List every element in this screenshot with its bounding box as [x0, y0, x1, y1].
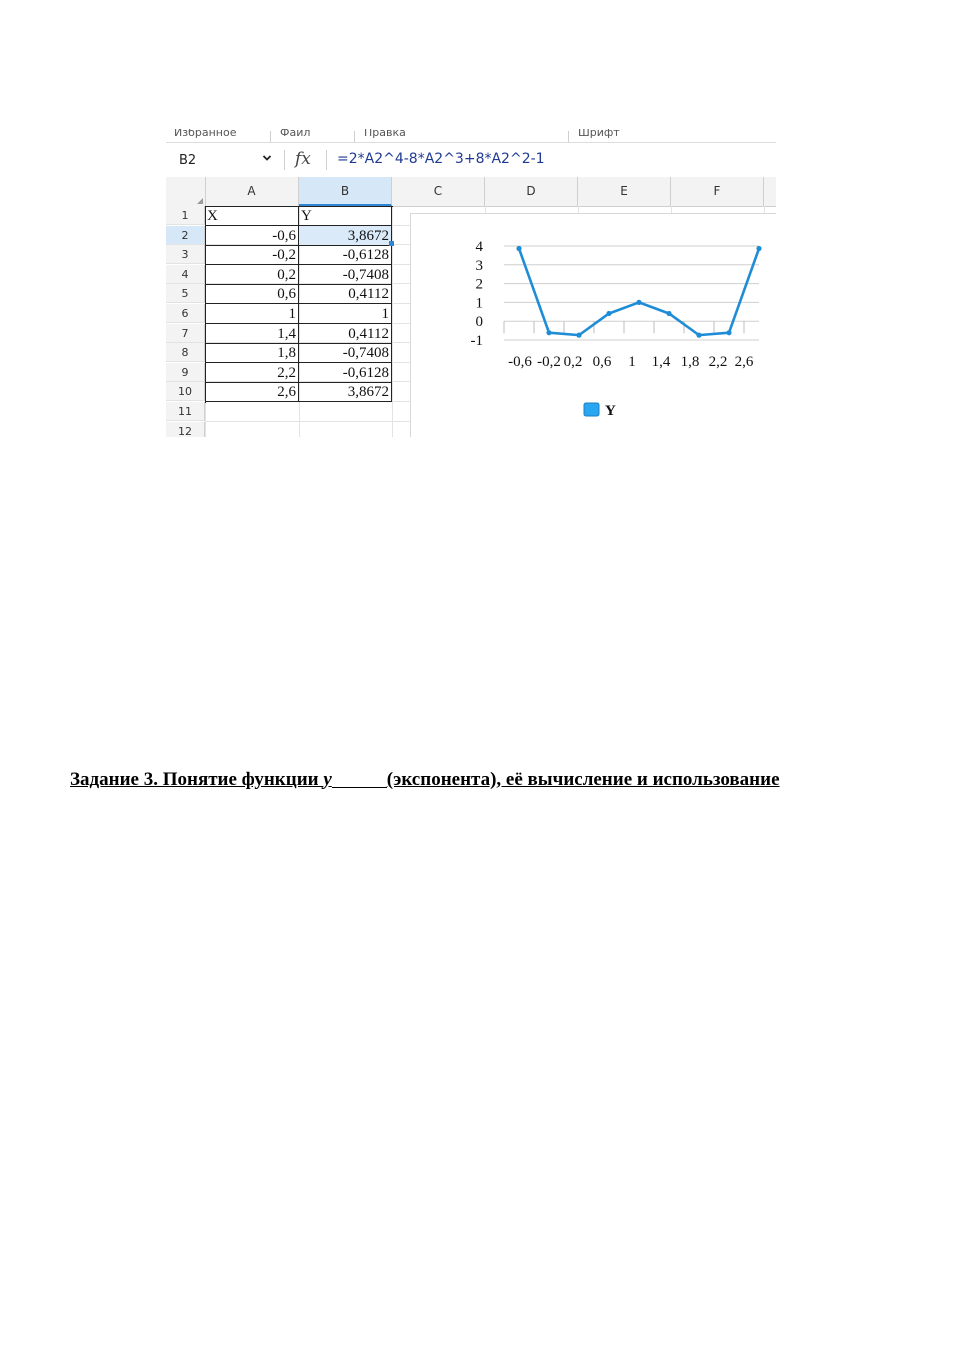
- x-tick-label: 1,4: [651, 354, 671, 370]
- cell-a10[interactable]: 2,6: [205, 382, 299, 402]
- column-header-b[interactable]: B: [299, 177, 392, 206]
- chart-canvas: [411, 214, 776, 437]
- row-header-5[interactable]: 5: [166, 284, 205, 303]
- row-header-10[interactable]: 10: [166, 382, 205, 401]
- ribbon-tab-favorites[interactable]: Избранное: [174, 129, 237, 139]
- ribbon-tab-font[interactable]: Шрифт: [578, 129, 620, 139]
- cell-b3[interactable]: -0,6128: [299, 245, 392, 265]
- y-tick-label: 3: [475, 257, 483, 274]
- row-header-2[interactable]: 2: [166, 226, 205, 245]
- cell-b5[interactable]: 0,4112: [299, 284, 392, 304]
- row-header-11[interactable]: 11: [166, 402, 205, 421]
- x-tick-label: 1: [628, 354, 636, 370]
- row-header-1[interactable]: 1: [166, 206, 205, 225]
- heading-blank: [332, 785, 387, 788]
- cell-a4[interactable]: 0,2: [205, 265, 299, 285]
- column-headers: [166, 177, 776, 207]
- data-point: [666, 311, 671, 316]
- cell-a2[interactable]: -0,6: [205, 226, 299, 246]
- column-header-f[interactable]: F: [671, 177, 764, 206]
- task-heading: [70, 769, 910, 791]
- formula-bar: [166, 143, 776, 178]
- heading-text-end: (экспонента), её вычисление и использование: [386, 769, 780, 790]
- ribbon-separator: [568, 131, 569, 142]
- cell-b2[interactable]: 3,8672: [299, 226, 392, 246]
- row-header-9[interactable]: 9: [166, 363, 205, 382]
- cell-b1[interactable]: Y: [299, 206, 392, 226]
- ribbon-tab-edit[interactable]: Правка: [364, 129, 406, 139]
- formula-input[interactable]: =2*A2^4-8*A2^3+8*A2^2-1: [337, 151, 545, 167]
- cell-b4[interactable]: -0,7408: [299, 265, 392, 285]
- x-tick-label: -0,6: [508, 354, 532, 370]
- ribbon-tab-file[interactable]: Файл: [280, 129, 311, 139]
- cell-b7[interactable]: 0,4112: [299, 324, 392, 344]
- fill-handle[interactable]: [389, 241, 394, 246]
- name-box-value: B2: [179, 153, 197, 168]
- y-tick-label: 2: [475, 276, 483, 293]
- cell-a9[interactable]: 2,2: [205, 363, 299, 383]
- x-tick-label: 2,2: [708, 354, 728, 370]
- x-tick-label: -0,2: [537, 354, 561, 370]
- legend-swatch: [584, 403, 599, 416]
- name-box[interactable]: [166, 147, 278, 173]
- formula-bar-separator: [326, 150, 327, 170]
- column-header-d[interactable]: D: [485, 177, 578, 206]
- row-header-12[interactable]: 12: [166, 422, 205, 437]
- chevron-down-icon[interactable]: [262, 153, 272, 163]
- svg-text:fx: fx: [295, 149, 311, 169]
- column-header-a[interactable]: A: [205, 177, 299, 206]
- row-header-6[interactable]: 6: [166, 304, 205, 323]
- ribbon-separator: [270, 131, 271, 142]
- x-tick-label: 1,8: [680, 354, 700, 370]
- spreadsheet-screenshot: [166, 129, 776, 437]
- y-tick-label: 1: [475, 295, 483, 312]
- row-header-4[interactable]: 4: [166, 265, 205, 284]
- legend-label: Y: [605, 403, 616, 419]
- series-line-y: [519, 248, 759, 335]
- data-point: [696, 333, 701, 338]
- line-chart[interactable]: [410, 213, 776, 437]
- function-fx-icon[interactable]: [294, 147, 316, 171]
- cell-b8[interactable]: -0,7408: [299, 343, 392, 363]
- cell-a6[interactable]: 1: [205, 304, 299, 324]
- heading-text-start: Задание 3. Понятие функции: [70, 769, 324, 790]
- row-header-3[interactable]: 3: [166, 245, 205, 264]
- ribbon-separator: [354, 131, 355, 142]
- data-point: [546, 330, 551, 335]
- column-header-c[interactable]: C: [392, 177, 485, 206]
- cell-a7[interactable]: 1,4: [205, 324, 299, 344]
- y-tick-label: 4: [475, 239, 483, 255]
- data-point: [636, 300, 641, 305]
- formula-bar-separator: [284, 150, 285, 170]
- data-point: [576, 333, 581, 338]
- data-point: [726, 330, 731, 335]
- cell-b6[interactable]: 1: [299, 304, 392, 324]
- cell-a3[interactable]: -0,2: [205, 245, 299, 265]
- y-tick-label: -1: [470, 333, 483, 349]
- x-tick-label: 2,6: [734, 354, 754, 370]
- data-point: [606, 311, 611, 316]
- cell-a1[interactable]: X: [205, 206, 299, 226]
- cell-a8[interactable]: 1,8: [205, 343, 299, 363]
- data-point: [756, 246, 761, 251]
- row-header-8[interactable]: 8: [166, 343, 205, 362]
- select-all-corner[interactable]: [166, 177, 206, 206]
- y-tick-label: 0: [475, 314, 483, 331]
- ribbon-tabs: [166, 129, 776, 143]
- column-header-e[interactable]: E: [578, 177, 671, 206]
- x-tick-label: 0,6: [592, 354, 612, 370]
- cell-a5[interactable]: 0,6: [205, 284, 299, 304]
- x-tick-label: 0,2: [563, 354, 583, 370]
- data-point: [516, 246, 521, 251]
- row-header-7[interactable]: 7: [166, 324, 205, 343]
- cell-b10[interactable]: 3,8672: [299, 382, 392, 402]
- cell-b9[interactable]: -0,6128: [299, 363, 392, 383]
- heading-variable: y: [323, 769, 332, 790]
